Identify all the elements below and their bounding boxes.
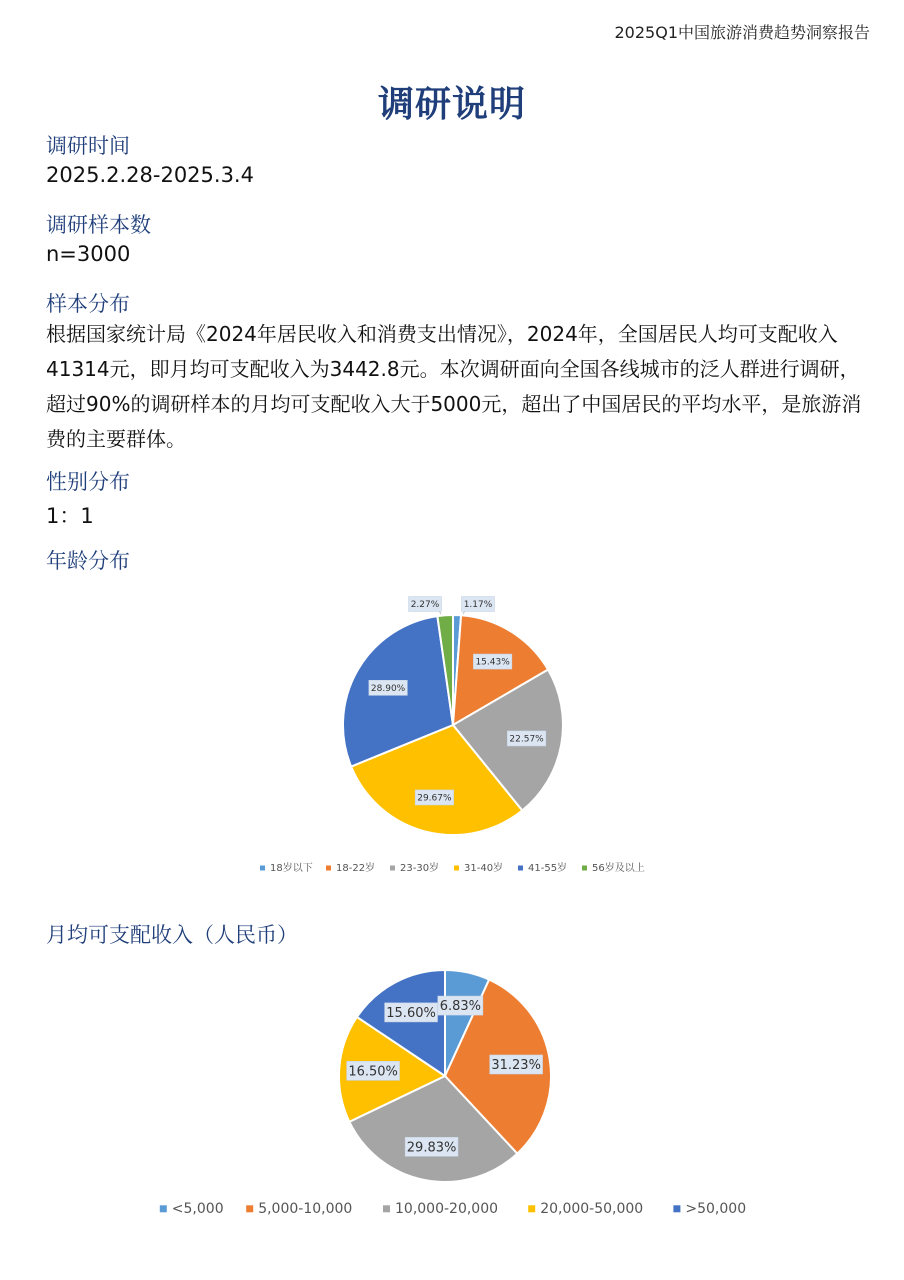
sample-distribution-text: 根据国家统计局《2024年居民收入和消费支出情况》，2024年，全国居民人均可支配收入41314元，即月均可支配收入为3442.8元。本次调研面向全国各线城市的泛人群进行调研，超过90%的调研样本的月均可支配收入大于5000元，超出了中国居民的平均水平，是旅游消费的主要群体。 bbox=[46, 322, 862, 451]
report-title: 2025Q1中国旅游消费趋势洞察报告 bbox=[614, 23, 870, 42]
income-legend-label-0: <5,000 bbox=[171, 1201, 224, 1217]
age-legend-label-4: 41-55岁 bbox=[528, 863, 568, 874]
income-data-label-4: 15.60% bbox=[386, 1005, 436, 1021]
age-legend-label-5: 56岁及以上 bbox=[592, 863, 645, 874]
survey-time-label: 调研时间 bbox=[46, 134, 130, 158]
income-legend-swatch-2 bbox=[383, 1205, 390, 1212]
age-legend-label-0: 18岁以下 bbox=[270, 863, 313, 874]
gender-label: 性别分布 bbox=[46, 470, 130, 494]
age-data-label-1: 15.43% bbox=[475, 657, 510, 668]
income-legend-label-4: >50,000 bbox=[685, 1201, 747, 1217]
age-data-label-0: 1.17% bbox=[463, 600, 493, 611]
age-data-label-2: 22.57% bbox=[509, 734, 544, 745]
page-title: 调研说明 bbox=[377, 84, 526, 125]
sample-size-value: n=3000 bbox=[46, 242, 131, 266]
income-legend-swatch-3 bbox=[528, 1205, 535, 1212]
survey-time-value: 2025.2.28-2025.3.4 bbox=[46, 163, 254, 187]
income-legend-swatch-4 bbox=[673, 1205, 680, 1212]
gender-value: 1：1 bbox=[46, 504, 94, 528]
income-legend-swatch-0 bbox=[160, 1205, 167, 1212]
age-legend-label-3: 31-40岁 bbox=[464, 863, 504, 874]
age-data-label-5: 2.27% bbox=[410, 600, 440, 611]
age-data-label-4: 28.90% bbox=[370, 683, 406, 694]
income-data-label-3: 16.50% bbox=[348, 1064, 398, 1080]
age-legend-swatch-4 bbox=[518, 866, 523, 871]
sample-size-label: 调研样本数 bbox=[46, 213, 151, 237]
income-pie-chart bbox=[0, 960, 904, 1230]
income-data-label-1: 31.23% bbox=[491, 1058, 541, 1074]
income-label: 月均可支配收入（人民币） bbox=[46, 923, 298, 947]
income-data-label-0: 6.83% bbox=[439, 999, 482, 1015]
income-legend-label-1: 5,000-10,000 bbox=[258, 1201, 353, 1217]
income-legend-label-2: 10,000-20,000 bbox=[395, 1201, 499, 1217]
sample-distribution-label: 样本分布 bbox=[46, 292, 130, 316]
age-data-label-3: 29.67% bbox=[417, 793, 452, 804]
income-legend-label-3: 20,000-50,000 bbox=[540, 1201, 644, 1217]
age-legend-swatch-3 bbox=[454, 866, 459, 871]
age-legend-label-2: 23-30岁 bbox=[400, 863, 440, 874]
income-legend-swatch-1 bbox=[246, 1205, 253, 1212]
age-legend-swatch-0 bbox=[260, 866, 265, 871]
age-pie-chart bbox=[0, 580, 904, 890]
income-data-label-2: 29.83% bbox=[406, 1140, 457, 1156]
age-legend-swatch-2 bbox=[390, 866, 395, 871]
age-legend-swatch-1 bbox=[326, 866, 331, 871]
age-legend-label-1: 18-22岁 bbox=[336, 863, 376, 874]
age-label: 年龄分布 bbox=[46, 549, 130, 573]
age-legend-swatch-5 bbox=[582, 866, 587, 871]
